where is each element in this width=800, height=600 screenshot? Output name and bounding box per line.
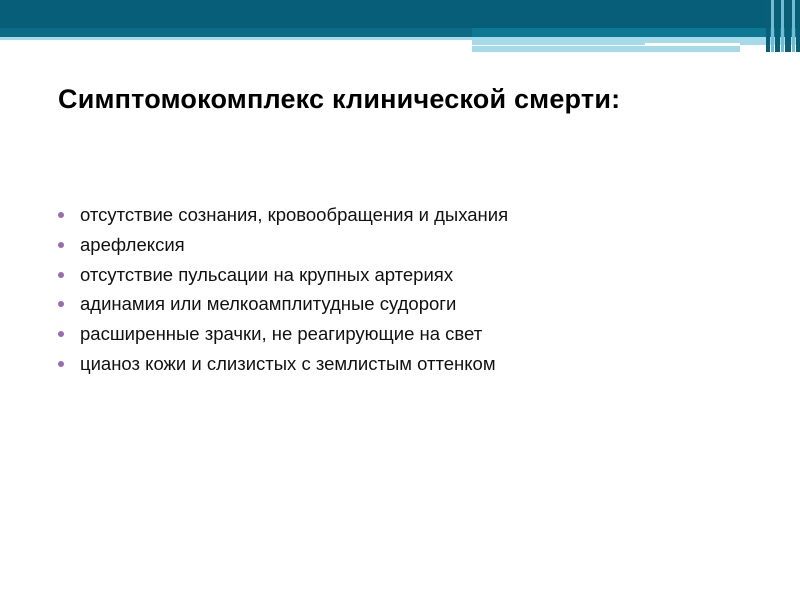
edge-strip [792,0,795,52]
edge-strip [796,0,800,52]
header-band-light-left [0,37,472,40]
bullet-dot-icon [58,272,64,278]
header-band-lower-right [472,46,740,52]
bullet-text: отсутствие пульсации на крупных артериях [80,263,454,285]
bullet-dot-icon [58,301,64,307]
bullet-text: адинамия или мелкоамплитудные судороги [80,293,457,315]
edge-strip [775,0,780,52]
header-band-light-right [472,37,800,45]
bullet-text: цианоз кожи и слизистых с землистым оттенком [80,352,496,374]
bullet-item [56,322,508,352]
bullet-text: арефлексия [80,233,185,255]
header-band-dark [0,0,800,28]
edge-strip [785,0,791,52]
slide-title: Симптомокомплекс клинической смерти: [58,84,621,114]
edge-strip [766,0,770,52]
bullet-item [56,203,508,233]
bullet-list [56,203,508,382]
bullet-item [56,233,508,263]
bullet-text: отсутствие сознания, кровообращения и дыхания [80,204,509,225]
bullet-item [56,263,508,293]
bullet-dot-icon [58,212,64,218]
bullet-dot-icon [58,331,64,337]
edge-strip [781,0,784,52]
header-edge-strips [766,0,800,52]
bullet-text: расширенные зрачки, не реагирующие на свет [80,323,483,345]
edge-strip [771,0,774,52]
bullet-item [56,352,508,382]
bullet-item [56,292,508,322]
bullet-dot-icon [58,242,64,248]
bullet-dot-icon [58,361,64,367]
header-band-teal-right [472,28,800,37]
header-band-gap [645,43,740,46]
